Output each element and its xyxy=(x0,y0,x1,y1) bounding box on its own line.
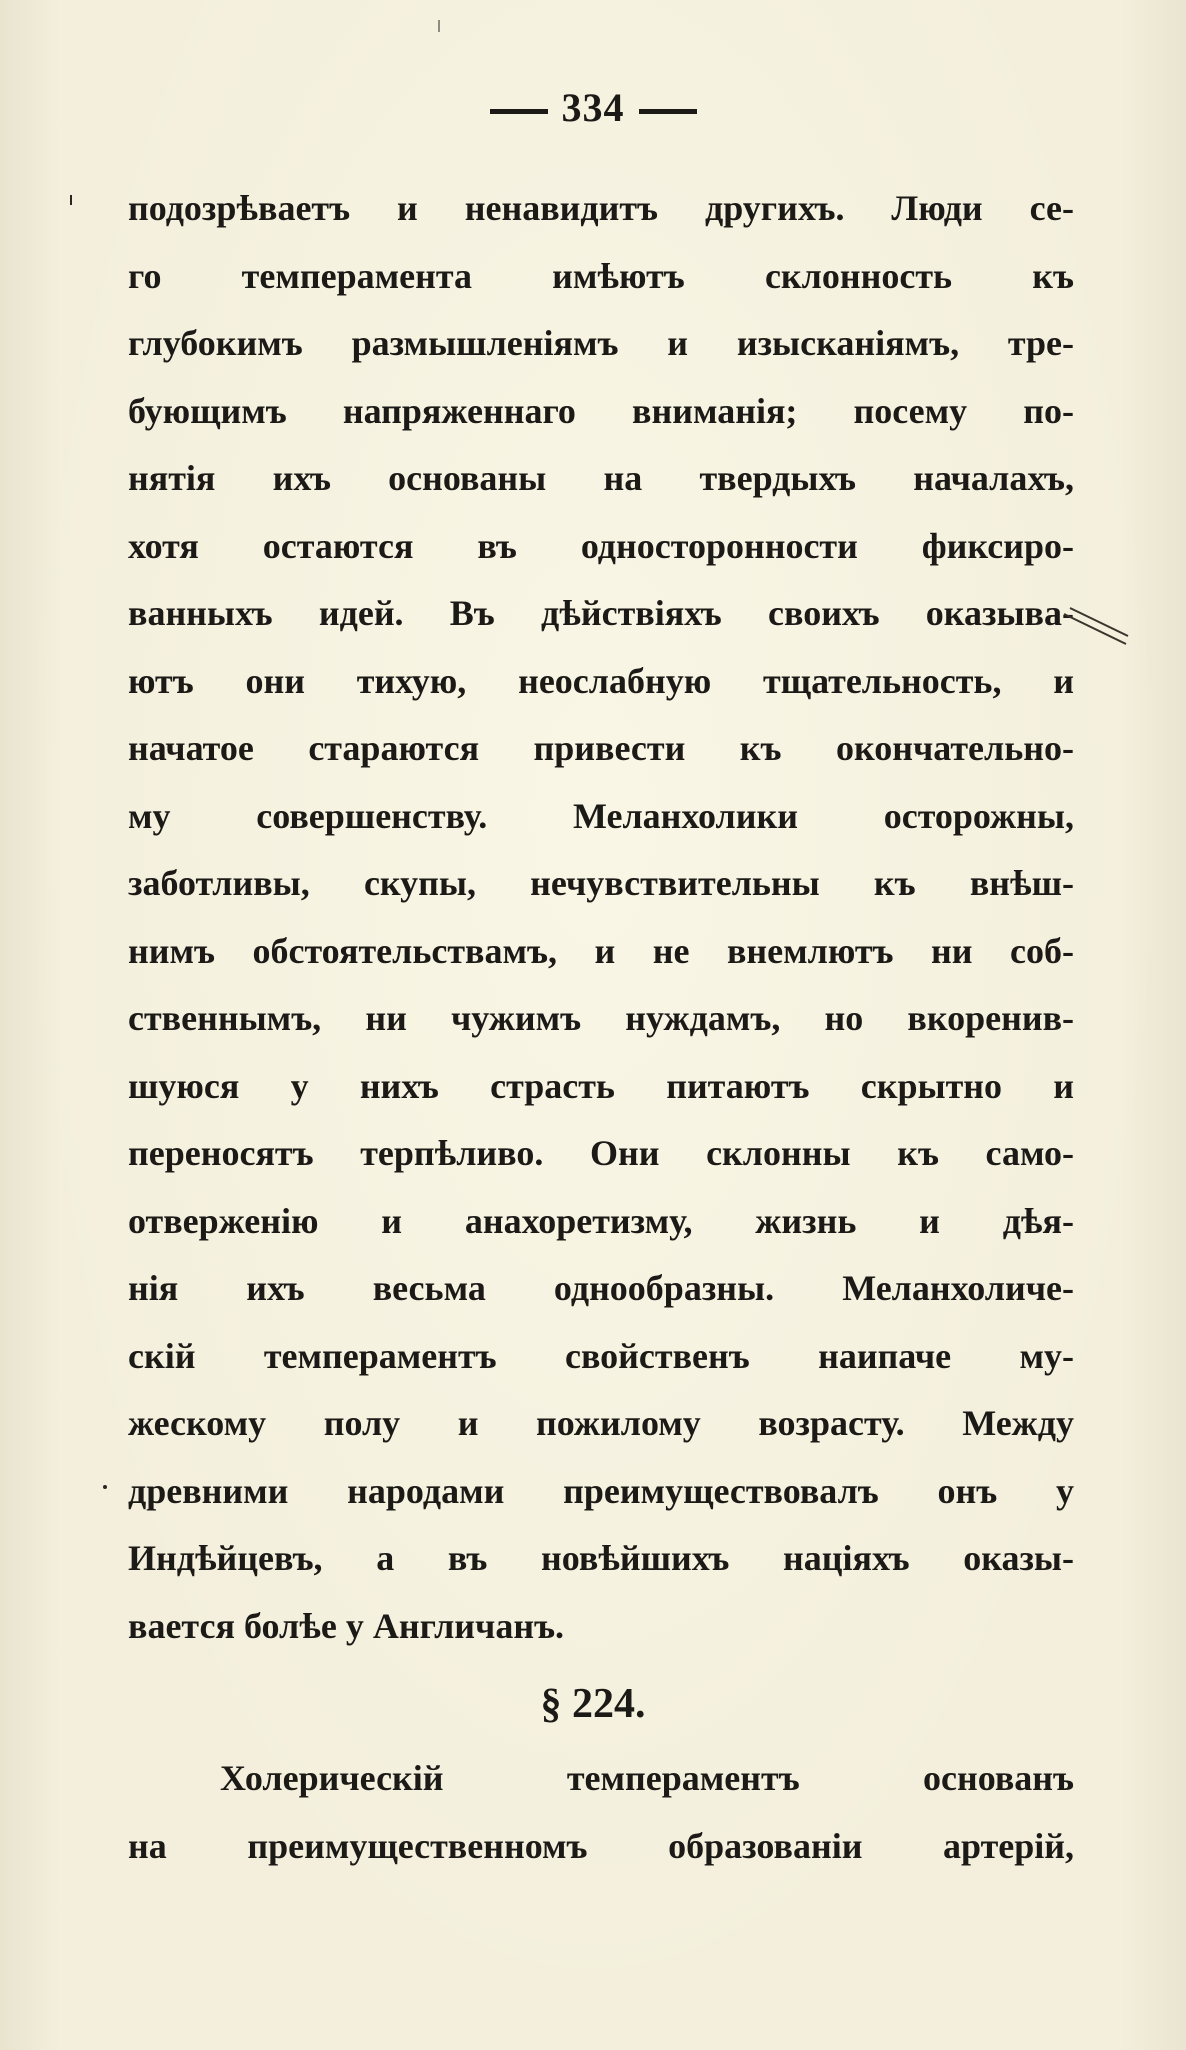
text-line: му совершенству. Меланхолики осторожны, xyxy=(128,795,1074,836)
margin-tick xyxy=(70,195,72,205)
margin-tick xyxy=(438,20,440,32)
text-line: ственнымъ, ни чужимъ нуждамъ, но вкоренив- xyxy=(128,998,1074,1038)
text-line: нія ихъ весьма однообразны. Меланхоличе- xyxy=(128,1268,1074,1308)
header-dash-right xyxy=(639,109,697,114)
text-line: Холерическій темпераментъ основанъ xyxy=(220,1758,1074,1798)
body-text-continued xyxy=(128,1745,1074,1880)
text-line: хотя остаются въ односторонности фиксиро- xyxy=(128,525,1074,566)
text-line: на преимущественномъ образованіи артерій, xyxy=(128,1825,1074,1866)
text-line: заботливы, скупы, нечувствительны къ внѣш- xyxy=(128,863,1074,903)
page-header xyxy=(0,84,1186,131)
text-line: ванныхъ идей. Въ дѣйствіяхъ своихъ оказыва- xyxy=(128,593,1074,633)
text-line: подозрѣваетъ и ненавидитъ другихъ. Люди се- xyxy=(128,188,1074,228)
text-line: начатое стараются привести къ окончательно- xyxy=(128,728,1074,768)
text-line: Индѣйцевъ, а въ новѣйшихъ націяхъ оказы- xyxy=(128,1538,1074,1578)
text-line: бующимъ напряженнаго вниманія; посему по- xyxy=(128,390,1074,431)
page-number: 334 xyxy=(561,85,625,130)
text-line: го темперамента имѣютъ склонность къ xyxy=(128,255,1074,296)
text-line: жескому полу и пожилому возрасту. Между xyxy=(128,1403,1074,1443)
margin-pencil-mark xyxy=(1056,600,1136,650)
body-text xyxy=(128,175,1074,1660)
text-line: шуюся у нихъ страсть питаютъ скрытно и xyxy=(128,1065,1074,1106)
text-line: переносятъ терпѣливо. Они склонны къ само- xyxy=(128,1133,1074,1173)
text-line: нятія ихъ основаны на твердыхъ началахъ, xyxy=(128,458,1074,498)
text-line: отверженію и анахоретизму, жизнь и дѣя- xyxy=(128,1200,1074,1241)
text-line: скій темпераментъ свойственъ наипаче му- xyxy=(128,1335,1074,1376)
header-dash-left xyxy=(490,109,548,114)
margin-tick xyxy=(103,1485,107,1489)
text-line: глубокимъ размышленіямъ и изысканіямъ, тре- xyxy=(128,323,1074,363)
text-line: нимъ обстоятельствамъ, и не внемлютъ ни соб- xyxy=(128,930,1074,971)
text-line: ютъ они тихую, неослабную тщательность, и xyxy=(128,660,1074,701)
text-line: вается болѣе у Англичанъ. xyxy=(128,1605,565,1646)
section-heading: § 224. xyxy=(540,1681,646,1727)
text-line: древними народами преимуществовалъ онъ у xyxy=(128,1470,1074,1511)
